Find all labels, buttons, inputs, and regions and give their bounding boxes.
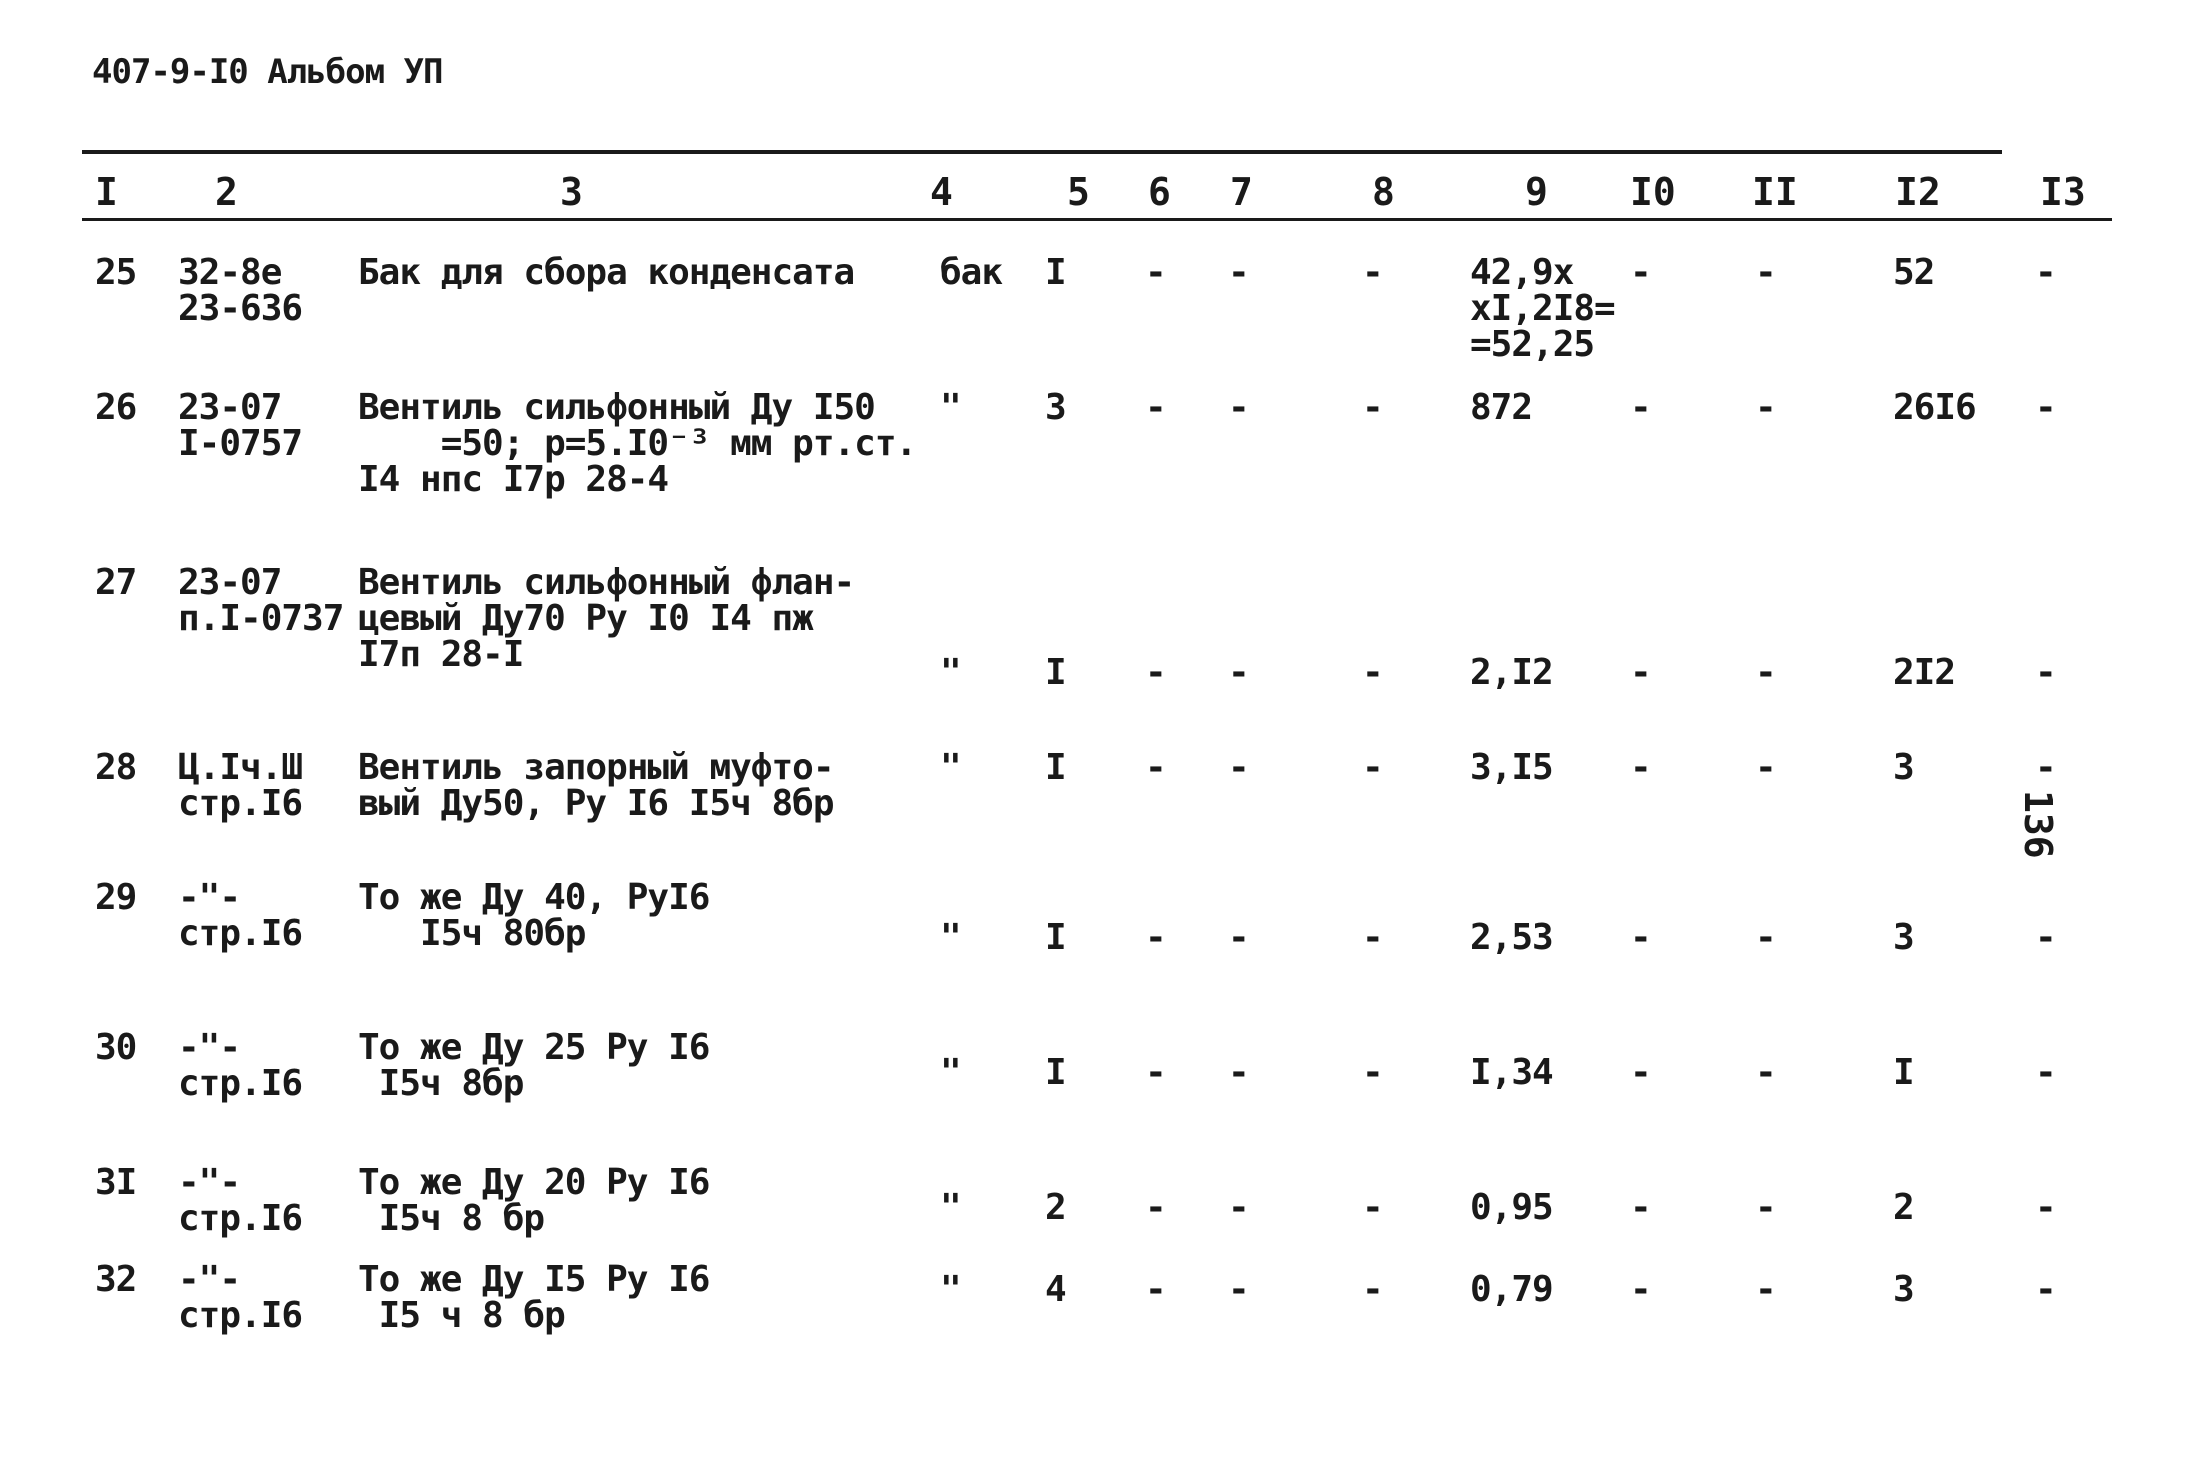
cell-col-11: - <box>1755 1187 1776 1228</box>
column-header-8: 8 <box>1372 170 1395 214</box>
cell-col-4: " <box>940 1052 961 1093</box>
cell-col-3: Вентиль сильфонный флан- цевый Ду70 Ру I0 I4 пж I7п 28-I <box>358 562 855 675</box>
cell-col-3: Бак для сбора конденсата <box>358 252 855 293</box>
cell-col-11: - <box>1755 917 1776 958</box>
cell-col-7: - <box>1228 652 1249 693</box>
cell-col-3: Вентиль запорный муфто- вый Ду50, Ру I6 I5ч 8бр <box>358 747 834 824</box>
column-header-10: I0 <box>1630 170 1676 214</box>
cell-col-1: 28 <box>95 747 137 788</box>
cell-col-7: - <box>1228 387 1249 428</box>
cell-col-11: - <box>1755 1269 1776 1310</box>
cell-col-11: - <box>1755 387 1776 428</box>
header-rule <box>82 218 2112 221</box>
cell-col-7: - <box>1228 1052 1249 1093</box>
cell-col-7: - <box>1228 1187 1249 1228</box>
cell-col-5: I <box>1045 917 1066 958</box>
column-header-11: II <box>1752 170 1798 214</box>
cell-col-7: - <box>1228 747 1249 788</box>
cell-col-7: - <box>1228 252 1249 293</box>
cell-col-5: 3 <box>1045 387 1066 428</box>
cell-col-5: I <box>1045 747 1066 788</box>
cell-col-4: " <box>940 747 961 788</box>
cell-col-4: бак <box>940 252 1003 293</box>
cell-col-4: " <box>940 1269 961 1310</box>
cell-col-3: То же Ду 25 Ру I6 I5ч 8бр <box>358 1027 710 1104</box>
cell-col-8: - <box>1362 652 1383 693</box>
cell-col-7: - <box>1228 917 1249 958</box>
cell-col-5: 4 <box>1045 1269 1066 1310</box>
cell-col-13: - <box>2035 1052 2056 1093</box>
cell-col-3: То же Ду 40, РуI6 I5ч 80бр <box>358 877 710 954</box>
cell-col-9: 2,53 <box>1470 917 1553 958</box>
column-header-2: 2 <box>215 170 238 214</box>
cell-col-10: - <box>1630 252 1651 293</box>
cell-col-12: 26I6 <box>1893 387 1976 428</box>
cell-col-10: - <box>1630 747 1651 788</box>
cell-col-1: 30 <box>95 1027 137 1068</box>
cell-col-2: 32-8e 23-636 <box>178 252 303 329</box>
cell-col-6: - <box>1145 652 1166 693</box>
column-header-12: I2 <box>1895 170 1941 214</box>
cell-col-8: - <box>1362 387 1383 428</box>
column-header-1: I <box>95 170 118 214</box>
cell-col-9: I,34 <box>1470 1052 1553 1093</box>
cell-col-8: - <box>1362 747 1383 788</box>
cell-col-1: 29 <box>95 877 137 918</box>
cell-col-6: - <box>1145 252 1166 293</box>
cell-col-13: - <box>2035 652 2056 693</box>
cell-col-12: 52 <box>1893 252 1935 293</box>
cell-col-13: - <box>2035 917 2056 958</box>
cell-col-4: " <box>940 387 961 428</box>
cell-col-9: 0,95 <box>1470 1187 1553 1228</box>
cell-col-8: - <box>1362 252 1383 293</box>
cell-col-11: - <box>1755 252 1776 293</box>
cell-col-6: - <box>1145 1187 1166 1228</box>
cell-col-5: I <box>1045 1052 1066 1093</box>
cell-col-11: - <box>1755 652 1776 693</box>
cell-col-2: -"- стр.I6 <box>178 1027 303 1104</box>
cell-col-10: - <box>1630 652 1651 693</box>
cell-col-9: 872 <box>1470 387 1533 428</box>
column-header-4: 4 <box>930 170 953 214</box>
cell-col-1: 32 <box>95 1259 137 1300</box>
cell-col-8: - <box>1362 917 1383 958</box>
cell-col-8: - <box>1362 1187 1383 1228</box>
cell-col-6: - <box>1145 1052 1166 1093</box>
cell-col-1: 27 <box>95 562 137 603</box>
cell-col-13: - <box>2035 252 2056 293</box>
cell-col-1: 25 <box>95 252 137 293</box>
column-header-9: 9 <box>1525 170 1548 214</box>
cell-col-9: 3,I5 <box>1470 747 1553 788</box>
cell-col-7: - <box>1228 1269 1249 1310</box>
cell-col-9: 0,79 <box>1470 1269 1553 1310</box>
cell-col-2: 23-07 I-0757 <box>178 387 303 464</box>
cell-col-4: " <box>940 1187 961 1228</box>
cell-col-9: 42,9x xI,2I8= =52,25 <box>1470 252 1615 365</box>
cell-col-11: - <box>1755 1052 1776 1093</box>
cell-col-4: " <box>940 917 961 958</box>
cell-col-2: Ц.Iч.Ш стр.I6 <box>178 747 303 824</box>
column-header-7: 7 <box>1230 170 1253 214</box>
cell-col-10: - <box>1630 1052 1651 1093</box>
cell-col-2: -"- стр.I6 <box>178 877 303 954</box>
cell-col-13: - <box>2035 1269 2056 1310</box>
cell-col-12: I <box>1893 1052 1914 1093</box>
cell-col-6: - <box>1145 387 1166 428</box>
column-header-5: 5 <box>1067 170 1090 214</box>
cell-col-12: 3 <box>1893 747 1914 788</box>
cell-col-8: - <box>1362 1052 1383 1093</box>
cell-col-13: - <box>2035 747 2056 788</box>
cell-col-2: 23-07 п.I-0737 <box>178 562 344 639</box>
cell-col-3: То же Ду I5 Ру I6 I5 ч 8 бр <box>358 1259 710 1336</box>
cell-col-12: 3 <box>1893 917 1914 958</box>
cell-col-3: То же Ду 20 Ру I6 I5ч 8 бр <box>358 1162 710 1239</box>
top-rule <box>82 150 2002 154</box>
cell-col-12: 2I2 <box>1893 652 1956 693</box>
cell-col-2: -"- стр.I6 <box>178 1162 303 1239</box>
document-title: 407-9-I0 Альбом УП <box>92 52 443 92</box>
column-header-6: 6 <box>1148 170 1171 214</box>
cell-col-6: - <box>1145 1269 1166 1310</box>
column-header-3: 3 <box>560 170 583 214</box>
cell-col-10: - <box>1630 1187 1651 1228</box>
cell-col-5: I <box>1045 652 1066 693</box>
cell-col-3: Вентиль сильфонный Ду I50 =50; p=5.I0⁻³ мм рт.ст. I4 нпс I7р 28-4 <box>358 387 917 500</box>
cell-col-10: - <box>1630 917 1651 958</box>
cell-col-13: - <box>2035 387 2056 428</box>
cell-col-11: - <box>1755 747 1776 788</box>
cell-col-12: 3 <box>1893 1269 1914 1310</box>
cell-col-8: - <box>1362 1269 1383 1310</box>
column-header-13: I3 <box>2040 170 2086 214</box>
cell-col-10: - <box>1630 387 1651 428</box>
page-number: 136 <box>2016 790 2060 859</box>
cell-col-5: I <box>1045 252 1066 293</box>
cell-col-6: - <box>1145 917 1166 958</box>
cell-col-10: - <box>1630 1269 1651 1310</box>
cell-col-2: -"- стр.I6 <box>178 1259 303 1336</box>
cell-col-4: " <box>940 652 961 693</box>
cell-col-12: 2 <box>1893 1187 1914 1228</box>
cell-col-5: 2 <box>1045 1187 1066 1228</box>
cell-col-9: 2,I2 <box>1470 652 1553 693</box>
cell-col-1: 26 <box>95 387 137 428</box>
cell-col-1: 3I <box>95 1162 137 1203</box>
cell-col-13: - <box>2035 1187 2056 1228</box>
cell-col-6: - <box>1145 747 1166 788</box>
